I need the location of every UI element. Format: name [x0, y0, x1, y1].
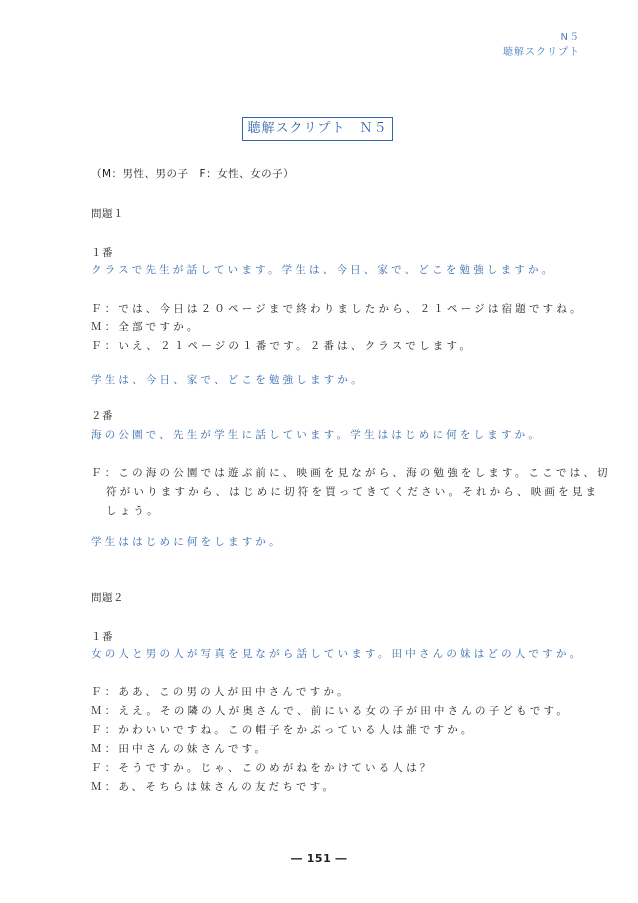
document-title: 聴解スクリプト Ｎ５ — [242, 117, 393, 141]
section-heading-1: 問題１ — [91, 208, 124, 220]
dialogue-line: 符がいりますから、はじめに切符を買ってきてください。それから、映画を見ま — [106, 486, 600, 498]
dialogue-line: Ｆ：ああ、この男の人が田中さんですか。 — [91, 686, 351, 698]
question-text: 女の人と男の人が写真を見ながら話しています。田中さんの妹はどの人ですか。 — [91, 648, 584, 660]
item-number: １番 — [91, 247, 113, 259]
dialogue-line: Ｆ：かわいいですね。この帽子をかぶっている人は誰ですか。 — [91, 724, 475, 736]
dialogue-line: Ｍ：全部ですか。 — [91, 321, 201, 333]
question-repeat: 学生は、今日、家で、どこを勉強しますか。 — [91, 374, 365, 386]
dialogue-line: しょう。 — [106, 505, 161, 517]
question-text: クラスで先生が話しています。学生は、今日、家で、どこを勉強しますか。 — [91, 264, 556, 276]
dialogue-line: Ｆ：この海の公園では遊ぶ前に、映画を見ながら、海の勉強をします。ここでは、切 — [91, 467, 611, 479]
header-subtitle: 聴解スクリプト — [503, 47, 580, 58]
dialogue-line: Ｆ：そうですか。じゃ、このめがねをかけている人は？ — [91, 762, 434, 774]
dialogue-line: Ｍ：あ、そちらは妹さんの友だちです。 — [91, 781, 337, 793]
dialogue-line: Ｍ：田中さんの妹さんです。 — [91, 743, 269, 755]
question-text: 海の公園で、先生が学生に話しています。学生ははじめに何をしますか。 — [91, 429, 543, 441]
header-level: N５ — [560, 32, 580, 43]
page-number: ― 151 ― — [290, 852, 348, 865]
item-number: ２番 — [91, 410, 113, 422]
page-header — [503, 30, 580, 60]
speaker-legend: （M：男性、男の子 F：女性、女の子） — [91, 168, 295, 180]
section-heading-2: 問題２ — [91, 592, 124, 604]
question-repeat: 学生ははじめに何をしますか。 — [91, 536, 283, 548]
item-number: １番 — [91, 631, 113, 643]
dialogue-line: Ｍ：ええ。その隣の人が奥さんで、前にいる女の子が田中さんの子どもです。 — [91, 705, 571, 717]
dialogue-line: Ｆ：では、今日は２０ページまで終わりましたから、２１ページは宿題ですね。 — [91, 303, 584, 315]
dialogue-line: Ｆ：いえ、２１ページの１番です。２番は、クラスでします。 — [91, 340, 474, 352]
